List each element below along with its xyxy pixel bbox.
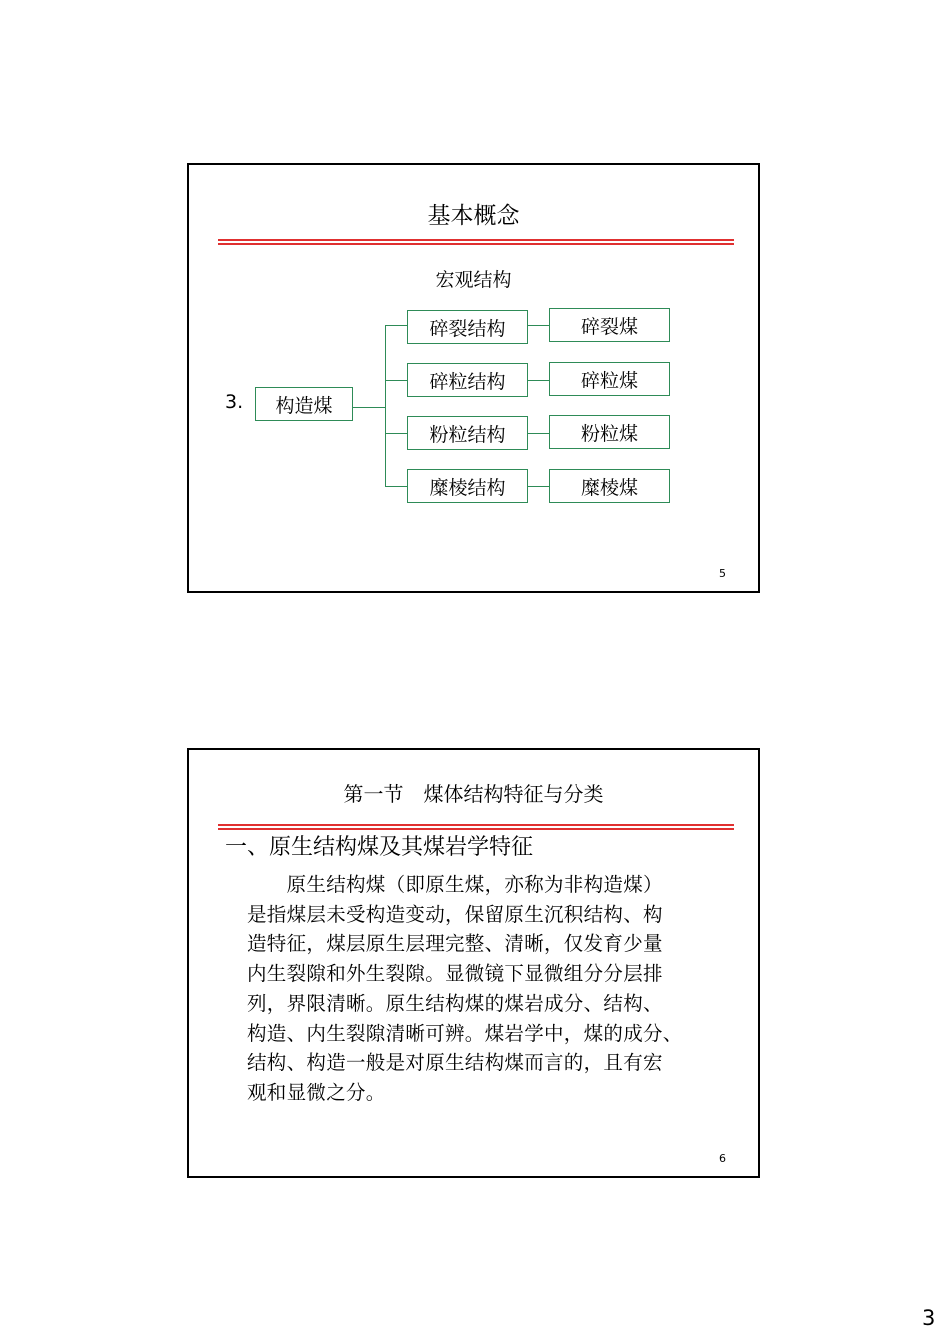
coal-type-box: 碎裂煤 — [549, 308, 670, 342]
paragraph-line: 是指煤层未受构造变动，保留原生沉积结构、构 — [247, 902, 663, 926]
connector-pair-3 — [527, 433, 549, 434]
slide-title: 基本概念 — [427, 203, 520, 229]
slide-page-number: 5 — [719, 567, 726, 580]
connector-trunk — [385, 325, 386, 487]
structure-box: 碎裂结构 — [407, 310, 528, 344]
slide-basic-concepts — [187, 163, 760, 593]
root-box-tectonic-coal: 构造煤 — [255, 387, 353, 421]
document-page-number: 3 — [922, 1306, 936, 1330]
paragraph-line: 结构、构造一般是对原生结构煤而言的，且有宏 — [247, 1051, 663, 1075]
item-number: 3. — [225, 391, 244, 413]
paragraph-line: 内生裂隙和外生裂隙。显微镜下显微组分分层排 — [247, 962, 663, 986]
connector-branch-3 — [385, 433, 407, 434]
coal-type-box: 碎粒煤 — [549, 362, 670, 396]
slide-page-number: 6 — [719, 1152, 726, 1165]
slide-primary-structure-coal — [187, 748, 760, 1178]
slide-title: 第一节 煤体结构特征与分类 — [343, 782, 604, 806]
connector-pair-2 — [527, 380, 549, 381]
paragraph-line: 构造、内生裂隙清晰可辨。煤岩学中，煤的成分、 — [247, 1021, 683, 1045]
connector-branch-1 — [385, 325, 407, 326]
paragraph-line: 造特征，煤层原生层理完整、清晰，仅发育少量 — [247, 932, 663, 956]
paragraph-line: 观和显微之分。 — [247, 1080, 386, 1104]
connector-pair-1 — [527, 325, 549, 326]
section-heading: 一、原生结构煤及其煤岩学特征 — [225, 835, 534, 860]
paragraph-line: 原生结构煤（即原生煤，亦称为非构造煤） — [247, 873, 663, 896]
slide-subtitle: 宏观结构 — [435, 269, 512, 291]
connector-branch-2 — [385, 380, 407, 381]
coal-type-box: 糜棱煤 — [549, 469, 670, 503]
paragraph-line: 列，界限清晰。原生结构煤的煤岩成分、结构、 — [247, 991, 663, 1015]
connector-pair-4 — [527, 486, 549, 487]
coal-type-box: 粉粒煤 — [549, 415, 670, 449]
title-divider — [218, 239, 734, 245]
structure-box: 糜棱结构 — [407, 469, 528, 503]
structure-box: 碎粒结构 — [407, 363, 528, 397]
connector-branch-4 — [385, 486, 407, 487]
structure-box: 粉粒结构 — [407, 416, 528, 450]
connector-root — [353, 407, 386, 408]
body-paragraph — [247, 870, 683, 1108]
